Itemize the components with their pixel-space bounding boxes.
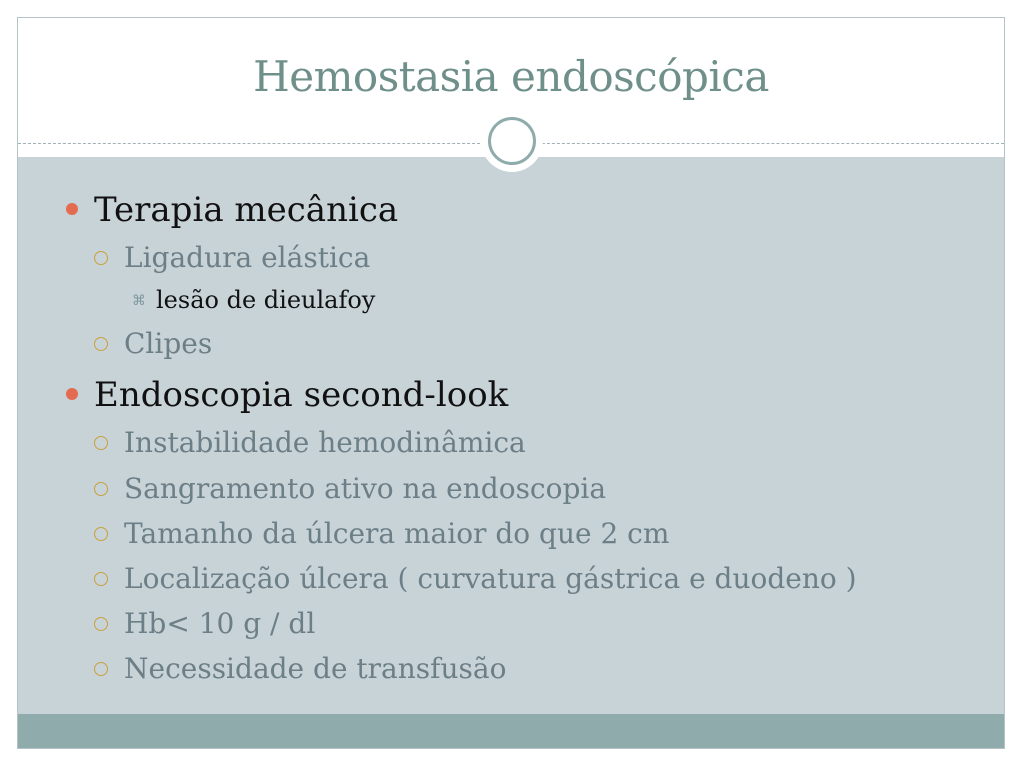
filled-circle-bullet-icon	[66, 203, 78, 215]
bullet-text: lesão de dieulafoy	[156, 286, 376, 314]
bullet-text: Necessidade de transfusão	[124, 652, 507, 685]
bullet-text: Hb< 10 g / dl	[124, 607, 316, 640]
bullet-item	[66, 375, 508, 415]
bullet-item	[94, 652, 506, 685]
bullet-item	[94, 426, 526, 459]
hollow-circle-bullet-icon	[94, 527, 108, 541]
bullet-text: Endoscopia second-look	[94, 375, 509, 415]
hollow-circle-bullet-icon	[94, 436, 108, 450]
bullet-text: Ligadura elástica	[124, 241, 371, 274]
bullet-item	[94, 327, 212, 360]
hollow-circle-bullet-icon	[94, 617, 108, 631]
hollow-circle-bullet-icon	[94, 572, 108, 586]
bullet-item	[94, 517, 669, 550]
slide	[17, 17, 1005, 749]
bullet-item	[66, 190, 398, 230]
bullet-text: Sangramento ativo na endoscopia	[124, 472, 607, 505]
hollow-circle-bullet-icon	[94, 251, 108, 265]
bullet-item	[132, 286, 375, 314]
hollow-circle-bullet-icon	[94, 482, 108, 496]
hollow-circle-bullet-icon	[94, 337, 108, 351]
bullet-text: Tamanho da úlcera maior do que 2 cm	[124, 517, 670, 550]
bullet-text: Localização úlcera ( curvatura gástrica e duodeno )	[124, 562, 857, 595]
ornament-bullet-icon: ⌘	[132, 293, 146, 309]
bullet-text: Instabilidade hemodinâmica	[124, 426, 526, 459]
bullet-text: Terapia mecânica	[94, 190, 399, 230]
bullet-item	[94, 472, 606, 505]
bullet-item	[94, 562, 857, 595]
hollow-circle-bullet-icon	[94, 662, 108, 676]
bullet-item	[94, 241, 370, 274]
bullet-list	[18, 18, 1004, 748]
bullet-item	[94, 607, 315, 640]
bullet-text: Clipes	[124, 327, 213, 360]
filled-circle-bullet-icon	[66, 388, 78, 400]
slide-title: Hemostasia endoscópica	[253, 52, 769, 101]
